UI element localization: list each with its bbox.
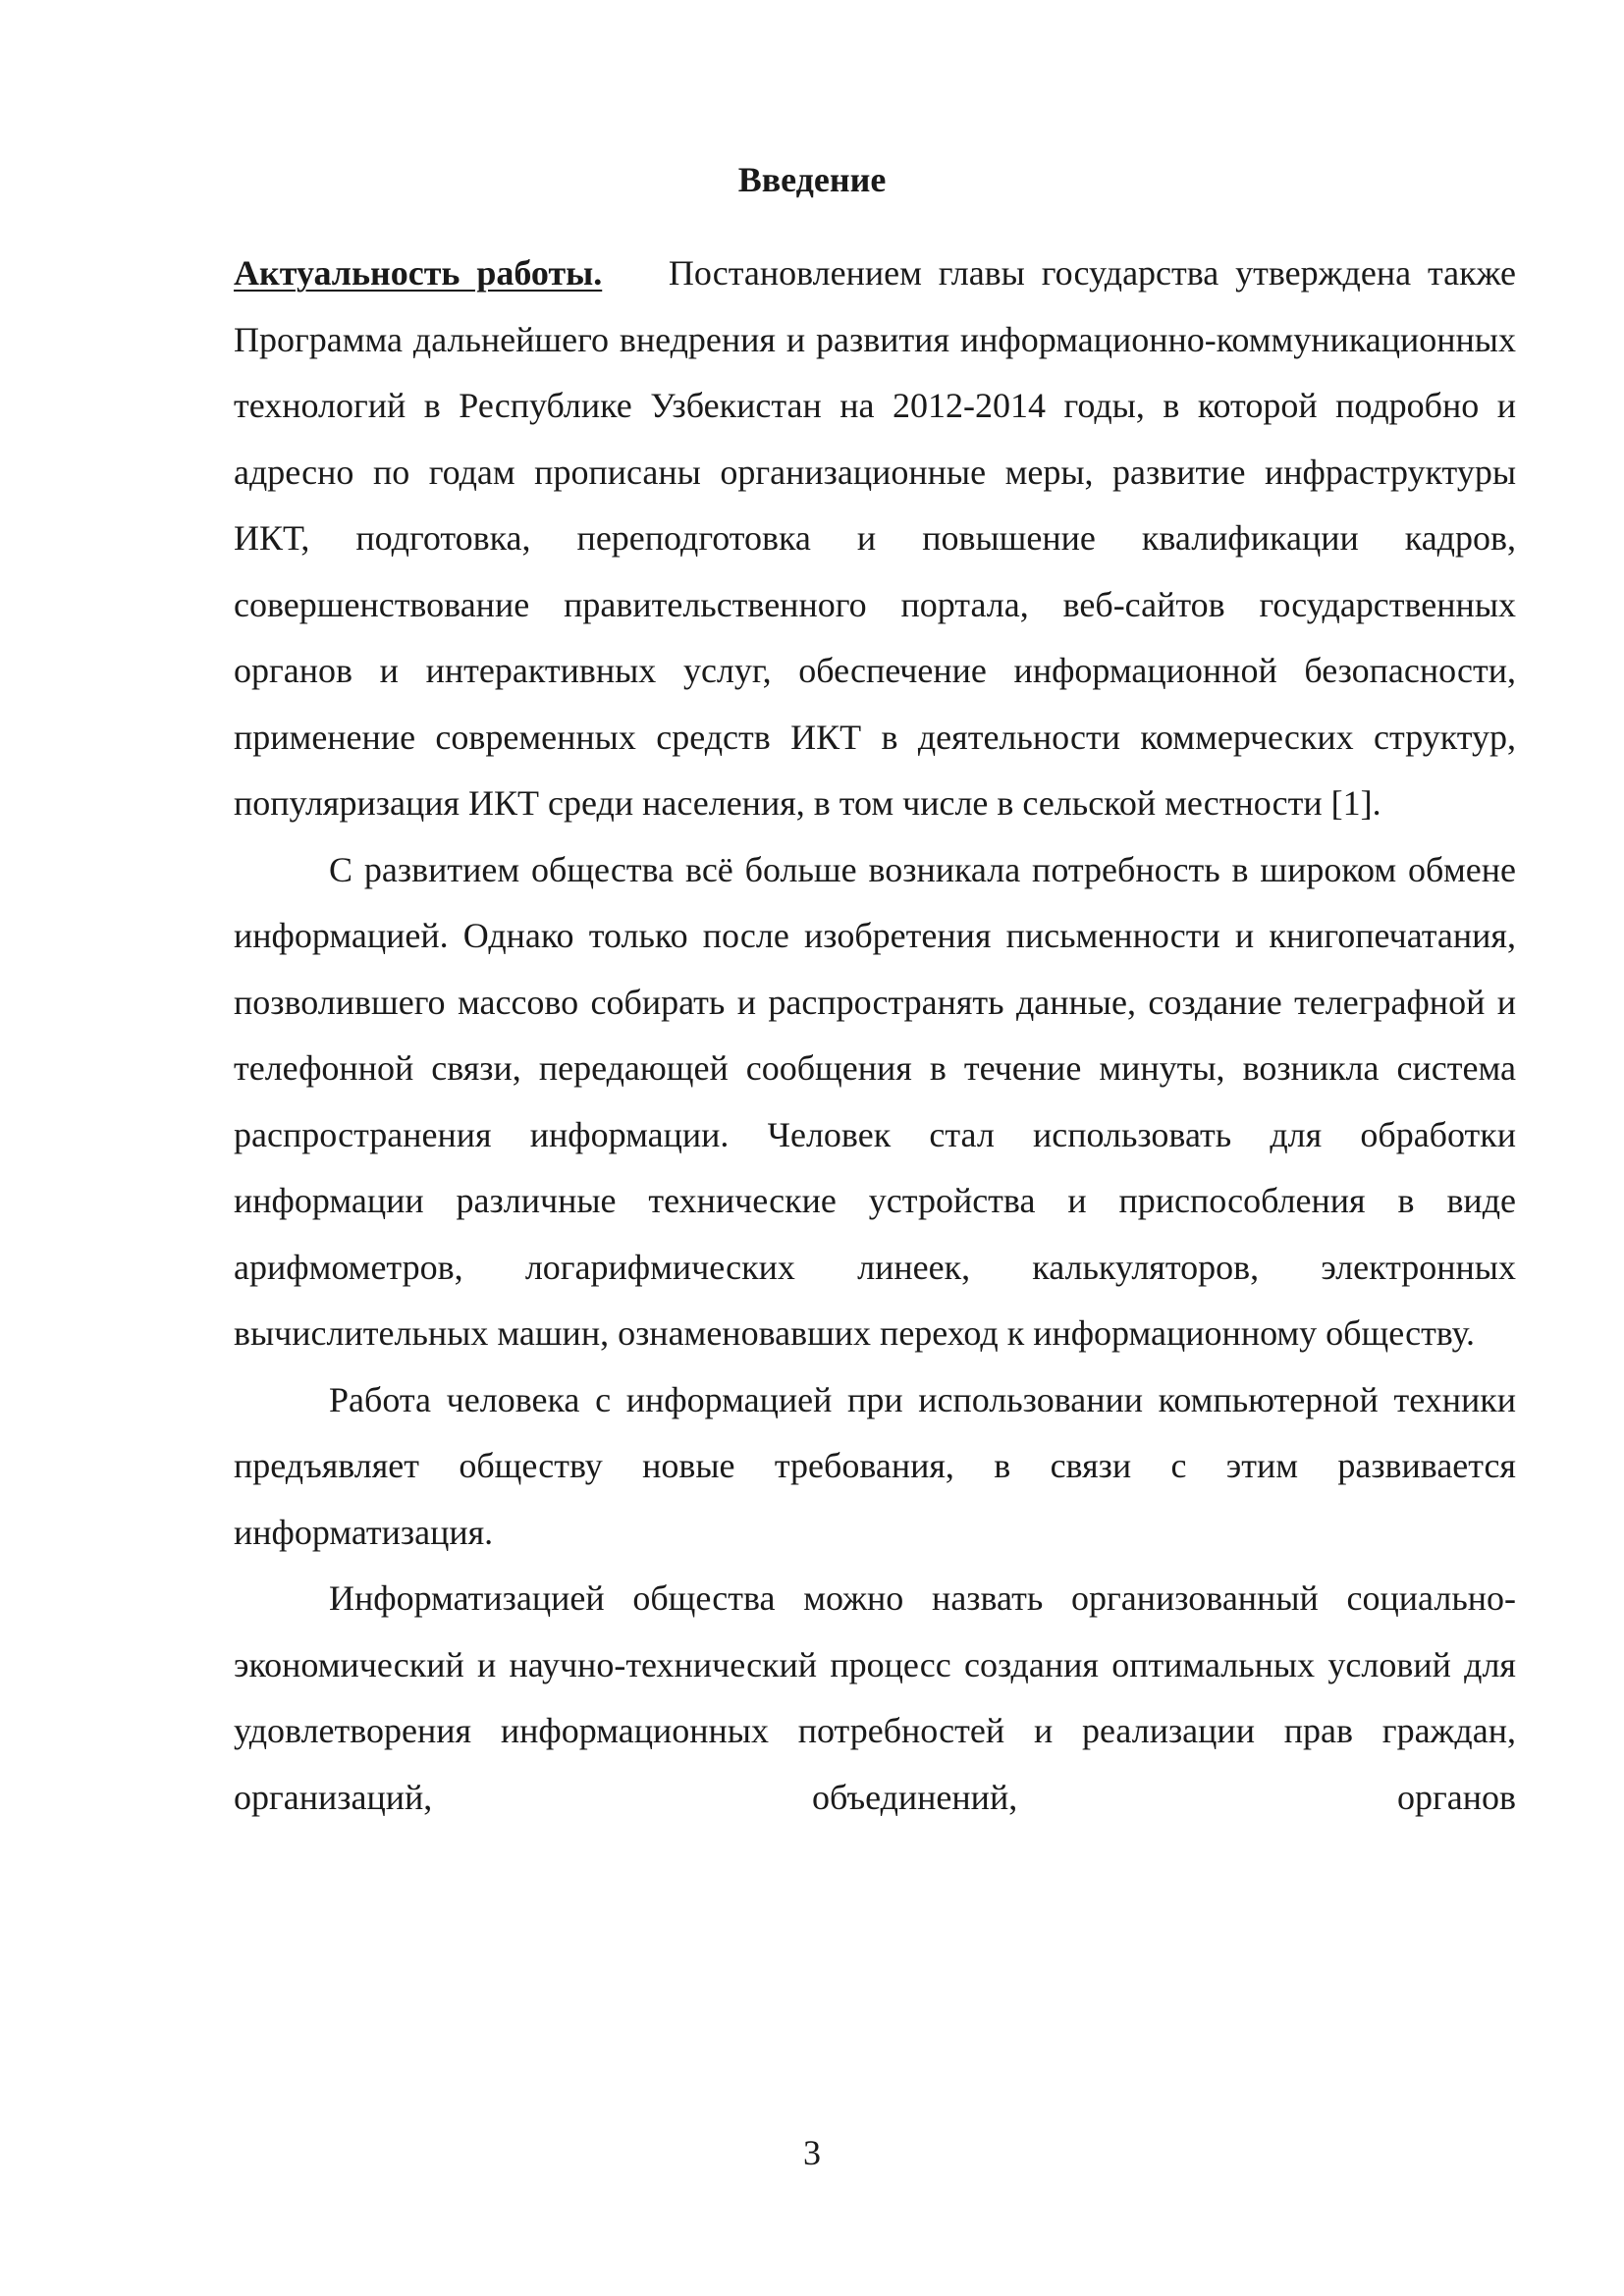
body-text xyxy=(234,240,1516,1831)
page-number: 3 xyxy=(803,2133,821,2172)
paragraph-text: Постановлением главы государства утверждена также Программа дальнейшего внедрения и развития информационно-коммуникационных технологий в Республике Узбекистан на 2012-2014 годы, в которой подробно и адресно по годам прописаны организационные меры, развитие инфраструктуры ИКТ, подготовка, переподготовка и повышение квалификации кадров, совершенствование правительственного портала, веб-сайтов государственных органов и интерактивных услуг, обеспечение информационной безопасности, применение современных средств ИКТ в деятельности коммерческих структур, популяризация ИКТ среди населения, в том числе в сельской местности [1]. xyxy=(234,253,1516,823)
paragraph-lead: Актуальность работы. xyxy=(234,253,603,293)
paragraph-computer-work: Работа человека с информацией при использовании компьютерной техники предъявляет обществу новые требования, в связи с этим развивается информатизация. xyxy=(234,1379,1516,1552)
paragraph-society-development: С развитием общества всё больше возникала потребность в широком обмене информацией. Однако только после изобретения письменности и книгопечатания, позволившего массово собирать и распространять данные, создание телеграфной и телефонной связи, передающей сообщения в течение минуты, возникла система распространения информации. Человек стал использовать для обработки информации различные технические устройства и приспособления в виде арифмометров, логарифмических линеек, калькуляторов, электронных вычислительных машин, ознаменовавших переход к информационному обществу. xyxy=(234,849,1516,1353)
section-title: Введение xyxy=(737,160,887,199)
paragraph-informatization: Информатизацией общества можно назвать организованный социально-экономический и научно-технический процесс создания оптимальных условий для удовлетворения информационных потребностей и реализации прав граждан, организаций, объединений, органов xyxy=(234,1578,1516,1817)
paragraph-relevance xyxy=(234,240,1516,837)
